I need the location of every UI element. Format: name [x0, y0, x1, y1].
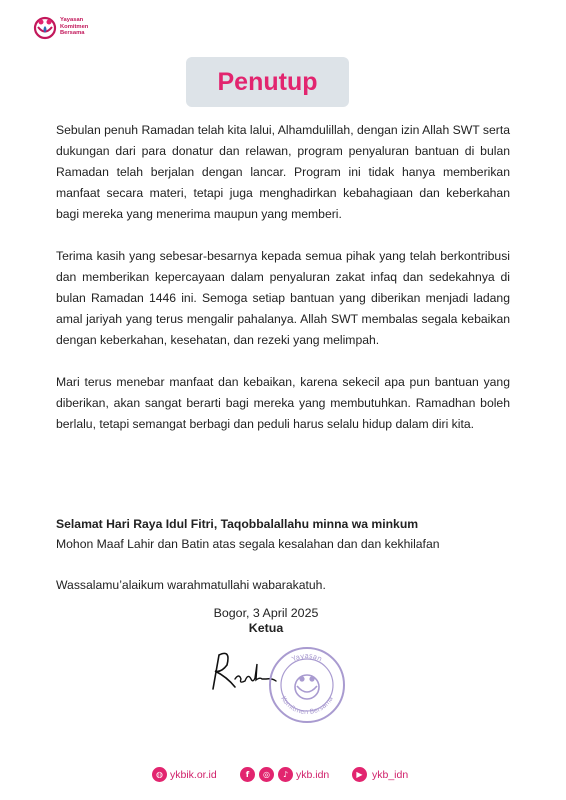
logo [33, 14, 88, 40]
greeting-bold: Selamat Hari Raya Idul Fitri, Taqobbalallahu minna wa minkum [56, 517, 419, 531]
instagram-icon[interactable]: ◎ [259, 767, 274, 782]
svg-text:Yayasan [290, 652, 323, 664]
place-date: Bogor, 3 April 2025 [213, 606, 319, 620]
greeting-line: Mohon Maaf Lahir dan Batin atas segala kesalahan dan dan kekhilafan [56, 537, 440, 551]
page-title: Penutup [217, 67, 318, 96]
svg-text:Komitmen Bersama [279, 695, 334, 716]
stamp-logo-icon [295, 675, 319, 699]
logo-line-3: Bersama [60, 30, 85, 37]
foundation-logo-icon [33, 14, 57, 40]
social-handle-label: ykb.idn [296, 768, 330, 781]
youtube-label: ykb_idn [372, 768, 409, 781]
stamp-bottom-text: Komitmen Bersama [279, 694, 335, 717]
footer [0, 764, 566, 786]
title-box [186, 57, 349, 107]
logo-text [60, 17, 88, 36]
official-stamp [268, 646, 346, 724]
social-links[interactable] [240, 767, 329, 782]
dribbble-globe-icon: ◍ [152, 767, 167, 782]
stamp-top-text: Yayasan [290, 651, 324, 664]
tiktok-icon[interactable]: ♪ [278, 767, 293, 782]
paragraph-1: Sebulan penuh Ramadan telah kita lalui, Alhamdulillah, dengan izin Allah SWT serta dukungan dari para donatur dan relawan, program penyaluran bantuan di bulan Ramadan telah berjalan dengan lancar. Program ini tidak hanya memberikan manfaat secara materi, tetapi juga menghadirkan kebahagiaan dan keberkahan bagi mereka yang menerima maupun yang memberi. [56, 123, 510, 221]
closing-salutation: Wassalamu’alaikum warahmatullahi wabarakatuh. [56, 578, 326, 592]
youtube-icon: ▶ [352, 767, 367, 782]
paragraph-2: Terima kasih yang sebesar-besarnya kepada semua pihak yang telah berkontribusi dan memberikan kepercayaan dalam penyaluran zakat infaq dan sedekahnya di bulan Ramadan 1446 ini. Semoga setiap bantuan yang diberikan menjadi ladang amal jariyah yang terus mengalir pahalanya. Allah SWT membalas segala kebaikan dengan keberkahan, kesehatan, dan rezeki yang melimpah. [56, 249, 510, 347]
youtube-link[interactable] [352, 767, 408, 782]
paragraph-3: Mari terus menebar manfaat dan kebaikan, karena sekecil apa pun bantuan yang diberikan, akan sangat berarti bagi mereka yang membutuhkan. Ramadhan boleh berlalu, tetapi semangat berbagi dan peduli harus selalu hidup dalam diri kita. [56, 375, 510, 431]
logo-line-2: Komitmen [60, 23, 89, 30]
letter-body [56, 120, 510, 456]
signer-role: Ketua [248, 621, 284, 635]
website-link[interactable] [152, 767, 217, 782]
eid-greeting [56, 514, 516, 554]
website-label: ykbik.or.id [170, 768, 217, 781]
logo-line-1: Yayasan [60, 17, 84, 24]
signature-block [196, 606, 336, 636]
facebook-icon[interactable]: f [240, 767, 255, 782]
